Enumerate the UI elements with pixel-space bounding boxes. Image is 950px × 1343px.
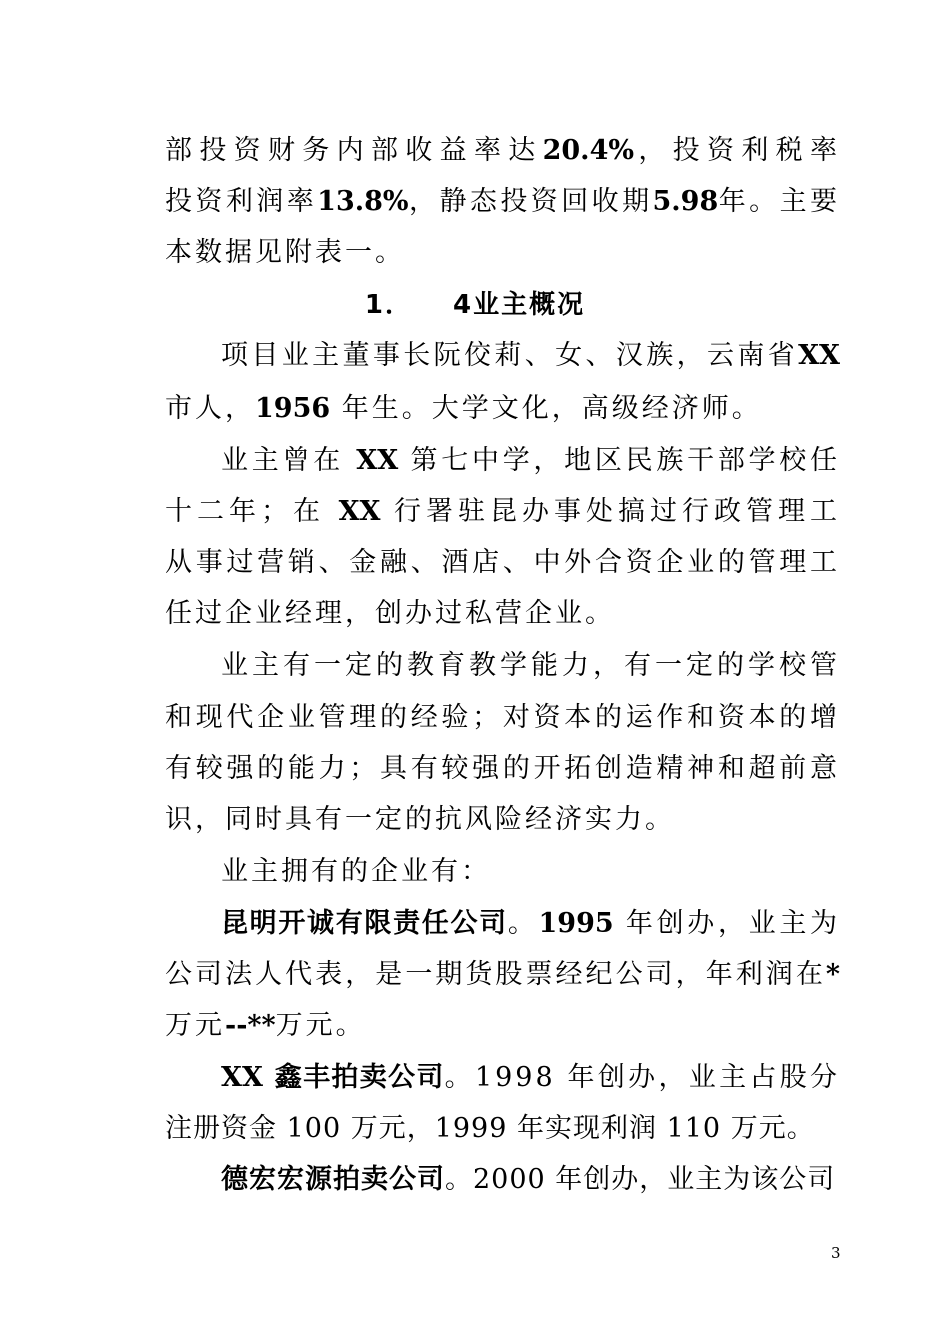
company-2-name: 鑫丰拍卖公司 — [274, 1062, 445, 1093]
career-line-1 — [221, 443, 840, 479]
text: 市人， — [165, 393, 255, 424]
company-1-line-2 — [165, 957, 840, 993]
text: --** — [225, 1010, 276, 1041]
text: XX — [798, 340, 840, 371]
birth-year: 1956 — [255, 393, 331, 424]
irr-value: 20.4% — [542, 135, 635, 166]
intro-line-2 — [165, 184, 840, 220]
text: 年。主要 — [718, 186, 840, 217]
text: 投资利润率 — [165, 186, 318, 217]
payback-value: 5.98 — [652, 186, 719, 217]
enterprises-intro: 业主拥有的企业有： — [221, 856, 491, 887]
owner-line-2 — [165, 391, 840, 427]
profit-rate-value: 13.8% — [317, 186, 409, 217]
text: * — [825, 959, 840, 990]
text: 业主曾在 — [221, 445, 344, 476]
section-title: 4业主概况 — [453, 290, 586, 320]
page-number: 3 — [831, 1244, 841, 1262]
section-number: 1． — [364, 290, 413, 320]
company-3-line-1 — [221, 1162, 840, 1198]
text: 。 — [507, 908, 539, 939]
text: 年生。大学文化，高级经济师。 — [341, 393, 762, 424]
text: 。1998 年创办，业主占股分 — [444, 1062, 840, 1093]
company-1-line-1 — [221, 906, 840, 942]
ability-line-4: 识，同时具有一定的抗风险经济实力。 — [165, 804, 675, 835]
text: 万元。 — [275, 1010, 366, 1041]
text: ，静态投资回收期 — [408, 186, 653, 217]
company-2-line-2: 注册资金 100 万元，1999 年实现利润 110 万元。 — [165, 1113, 815, 1144]
text: 部投资财务内部收益率达 — [165, 135, 543, 166]
career-line-3: 从事过营销、金融、酒店、中外合资企业的管理工 — [165, 547, 840, 578]
section-heading — [0, 287, 950, 323]
text: 年创办，业主为 — [625, 908, 840, 939]
ability-line-2: 和现代企业管理的经验；对资本的运作和资本的增 — [165, 702, 840, 733]
company-2-line-1 — [221, 1060, 840, 1096]
intro-line-1 — [165, 133, 840, 169]
text: 。2000 年创办，业主为该公司 — [445, 1164, 836, 1195]
company-3-name: 德宏宏源拍卖公司 — [221, 1164, 445, 1195]
text: ，投资利税率 — [634, 135, 840, 166]
text: 行署驻昆办事处搞过行政管理工 — [394, 496, 840, 527]
career-line-4: 任过企业经理，创办过私营企业。 — [165, 598, 615, 629]
company-1-year: 1995 — [538, 908, 614, 939]
text: 公司法人代表，是一期货股票经纪公司，年利润在 — [165, 959, 826, 990]
ability-line-3: 有较强的能力；具有较强的开拓创造精神和超前意 — [165, 753, 840, 784]
company-1-name: 昆明开诚有限责任公司 — [221, 908, 508, 939]
intro-line-3: 本数据见附表一。 — [165, 237, 405, 268]
text: XX — [338, 496, 381, 527]
company-1-line-3 — [165, 1008, 840, 1044]
ability-line-1: 业主有一定的教育教学能力，有一定的学校管 — [221, 650, 840, 681]
text: XX — [356, 445, 399, 476]
text: XX — [221, 1062, 263, 1093]
career-line-2 — [165, 494, 840, 530]
text: 第七中学，地区民族干部学校任 — [410, 445, 840, 476]
text: 项目业主董事长阮佼莉、女、汉族，云南省 — [221, 340, 799, 371]
text: 万元 — [165, 1010, 225, 1041]
text: 十二年；在 — [165, 496, 325, 527]
owner-line-1 — [221, 338, 840, 374]
